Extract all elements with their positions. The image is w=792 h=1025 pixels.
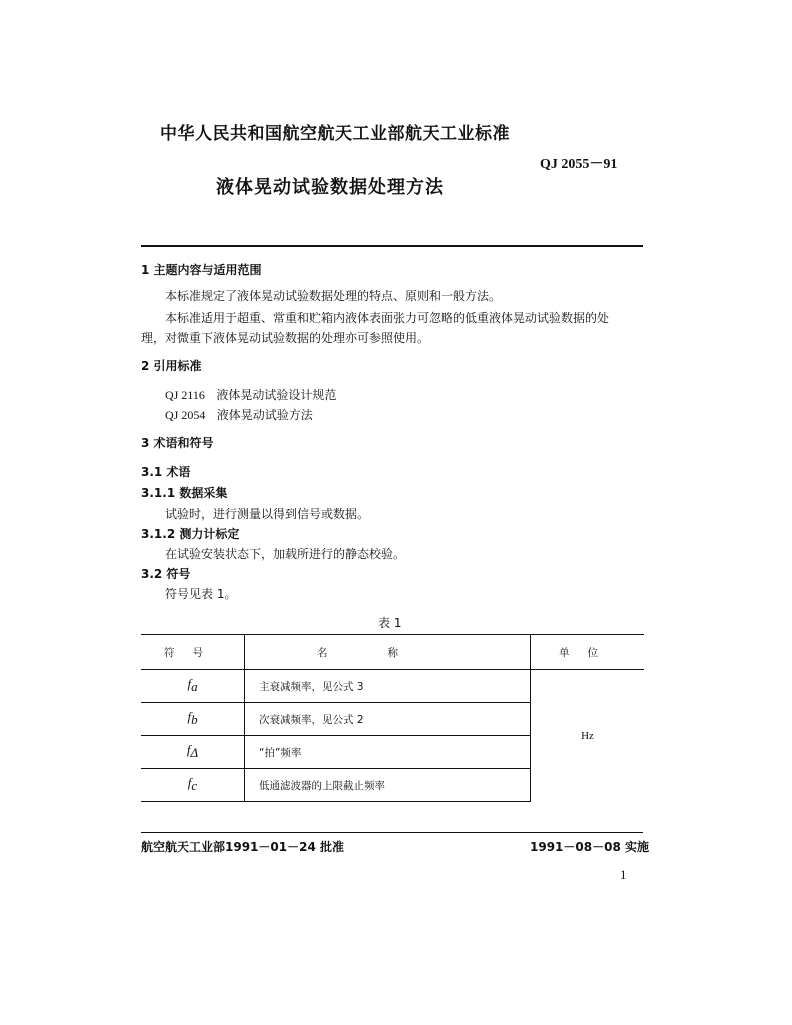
- symbol-cell: $f_\Delta$: [141, 736, 245, 769]
- document-title: 液体晃动试验数据处理方法: [216, 177, 444, 198]
- symbol-cell: $f_c$: [141, 769, 245, 802]
- header-name: 名称: [245, 635, 531, 670]
- section-1-heading: 1 主题内容与适用范围: [141, 263, 262, 277]
- standard-code: QJ 2055－91: [540, 157, 618, 172]
- reference-code: QJ 2054: [165, 408, 206, 422]
- section-3-1-heading: 3.1 术语: [141, 465, 191, 479]
- reference-code: QJ 2116: [165, 388, 205, 402]
- symbol-cell: $f_b$: [141, 703, 245, 736]
- reference-item: [165, 406, 313, 423]
- section-3-heading: 3 术语和符号: [141, 436, 214, 450]
- section-2-heading: 2 引用标准: [141, 359, 202, 373]
- table-header-row: [141, 635, 644, 670]
- approval-date: 航空航天工业部1991－01－24 批准: [141, 840, 344, 854]
- footer-divider: [141, 832, 643, 833]
- section-3-2-heading: 3.2 符号: [141, 567, 191, 581]
- section-3-1-2-heading: 3.1.2 测力计标定: [141, 527, 240, 541]
- implementation-date: 1991－08－08 实施: [530, 840, 649, 854]
- name-cell: 低通滤波器的上限截止频率: [245, 769, 531, 802]
- name-cell: 主衰减频率，见公式 3: [245, 670, 531, 703]
- section-1-paragraph-2-line-2: 理，对微重下液体晃动试验数据的处理亦可参照使用。: [141, 331, 430, 345]
- table-caption: 表 1: [378, 616, 402, 630]
- name-cell: “拍”频率: [245, 736, 531, 769]
- symbol-cell: $f_a$: [141, 670, 245, 703]
- issuing-authority: 中华人民共和国航空航天工业部航天工业标准: [160, 124, 510, 144]
- page-number: 1: [620, 867, 627, 882]
- section-3-1-1-heading: 3.1.1 数据采集: [141, 486, 228, 500]
- symbol-table: [141, 634, 644, 802]
- section-3-1-1-text: 试验时，进行测量以得到信号或数据。: [165, 507, 370, 521]
- section-1-paragraph-2-line-1: 本标准适用于超重、常重和贮箱内液体表面张力可忽略的低重液体晃动试验数据的处: [165, 311, 610, 325]
- reference-title: 液体晃动试验设计规范: [216, 388, 337, 402]
- table-row: [141, 670, 644, 703]
- header-symbol: 符号: [141, 635, 245, 670]
- reference-item: [165, 386, 336, 403]
- section-1-paragraph-1: 本标准规定了液体晃动试验数据处理的特点、原则和一般方法。: [165, 289, 502, 303]
- unit-cell: Hz: [581, 729, 594, 742]
- section-3-1-2-text: 在试验安装状态下，加载所进行的静态校验。: [165, 547, 406, 561]
- name-cell: 次衰减频率，见公式 2: [245, 703, 531, 736]
- reference-title: 液体晃动试验方法: [216, 408, 313, 422]
- header-divider: [141, 245, 643, 247]
- header-unit: 单位: [531, 635, 645, 670]
- section-3-2-text: 符号见表 1。: [165, 587, 237, 601]
